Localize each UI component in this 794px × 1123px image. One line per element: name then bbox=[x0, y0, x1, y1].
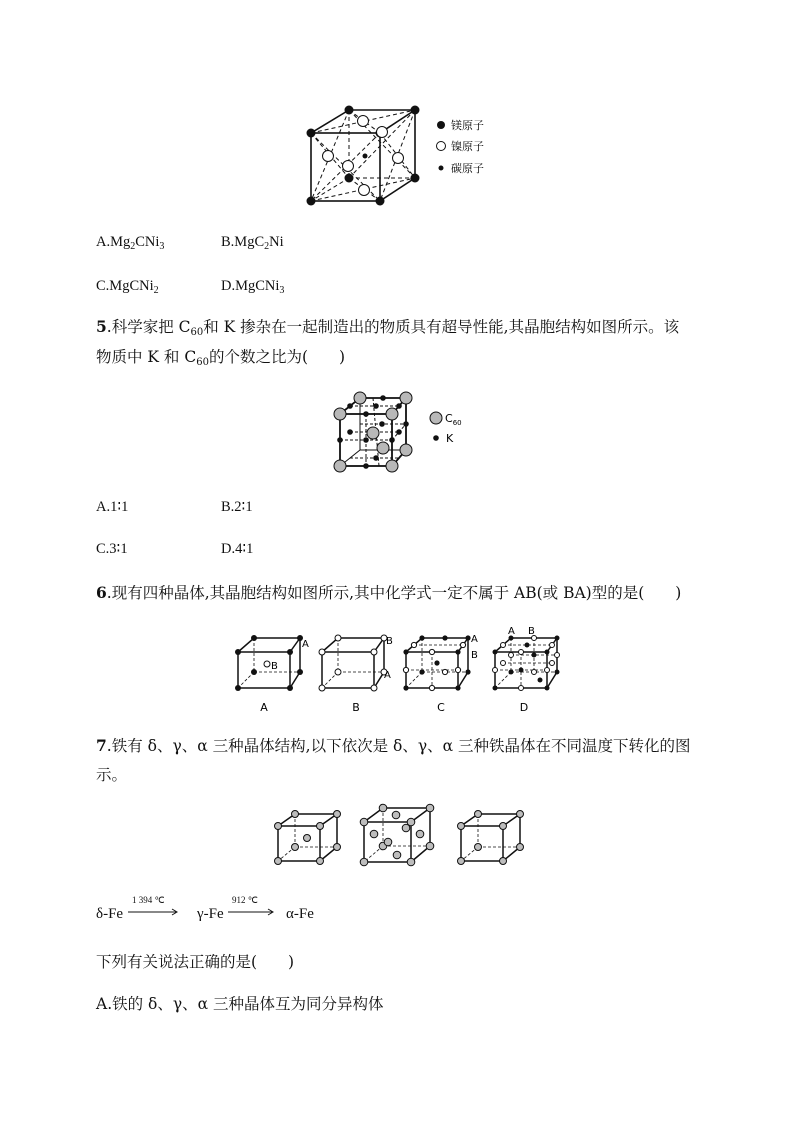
q4-option-c[interactable]: C.MgCNi$_2$ bbox=[96, 278, 159, 296]
q7-temp-912: 912 ℃ bbox=[232, 895, 258, 905]
q6-cube-d-label-a: A bbox=[508, 626, 515, 637]
q6-caption-a: A bbox=[260, 701, 268, 714]
q5-stem-line1: 5.科学家把 $C_{60}$和 K 掺杂在一起制造出的物质具有超导性能,其晶胞结构如图所示。该 bbox=[96, 317, 680, 338]
q5-legend-c60: $C_{60}$ bbox=[445, 412, 462, 427]
q4-legend-ni: 镍原子 bbox=[451, 140, 484, 153]
q6-caption-c: C bbox=[437, 701, 445, 714]
q4-option-a[interactable]: $A.Mg_2CNi_3$ bbox=[96, 234, 165, 252]
q5-option-c[interactable]: C.3∶1 bbox=[96, 541, 128, 557]
q6-caption-b: B bbox=[352, 701, 360, 714]
q7-fe-delta: δ-Fe bbox=[96, 906, 124, 922]
q7-fe-gamma: γ-Fe bbox=[197, 906, 224, 922]
q5-option-a[interactable]: A.1∶1 bbox=[96, 499, 129, 515]
q4-option-d[interactable]: D.MgCNi$_3$ bbox=[221, 278, 285, 296]
q5-option-b[interactable]: B.2∶1 bbox=[221, 499, 253, 515]
q6-cube-d-label-b: B bbox=[528, 626, 535, 637]
q6-cube-a-label-a: A bbox=[302, 639, 309, 650]
q6-cube-c-label-a: A bbox=[471, 634, 478, 645]
q5-option-d[interactable]: D.4∶1 bbox=[221, 541, 254, 557]
q4-legend-c: 碳原子 bbox=[451, 162, 484, 175]
q7-prompt: 下列有关说法正确的是( ) bbox=[96, 953, 295, 971]
q6-cube-a-label-b: B bbox=[271, 661, 278, 672]
q5-legend-k: K bbox=[446, 432, 454, 445]
q6-cube-b-label-a: A bbox=[384, 670, 391, 681]
q6-caption-d: D bbox=[519, 701, 529, 714]
q5-stem-line2: 物质中 K 和 $C_{60}$的个数之比为( ) bbox=[96, 348, 346, 368]
q7-option-a[interactable]: A.铁的 δ、γ、α 三种晶体互为同分异构体 bbox=[96, 995, 384, 1013]
q7-stem-line2: 示。 bbox=[96, 766, 128, 784]
q6-stem: 6.现有四种晶体,其晶胞结构如图所示,其中化学式一定不属于 AB(或 BA)型的是( ) bbox=[96, 583, 682, 602]
q4-legend-mg: 镁原子 bbox=[451, 119, 484, 132]
q7-fe-alpha: α-Fe bbox=[286, 906, 314, 922]
q4-option-b[interactable]: B.MgC$_2$Ni bbox=[221, 234, 284, 252]
q6-cube-b-label-b: B bbox=[386, 636, 393, 647]
q7-temp-1394: 1 394 ℃ bbox=[132, 895, 165, 905]
q7-stem-line1: 7.铁有 δ、γ、α 三种晶体结构,以下依次是 δ、γ、α 三种铁晶体在不同温度下转化的图 bbox=[96, 736, 691, 755]
q6-cube-c-label-b: B bbox=[471, 650, 478, 661]
